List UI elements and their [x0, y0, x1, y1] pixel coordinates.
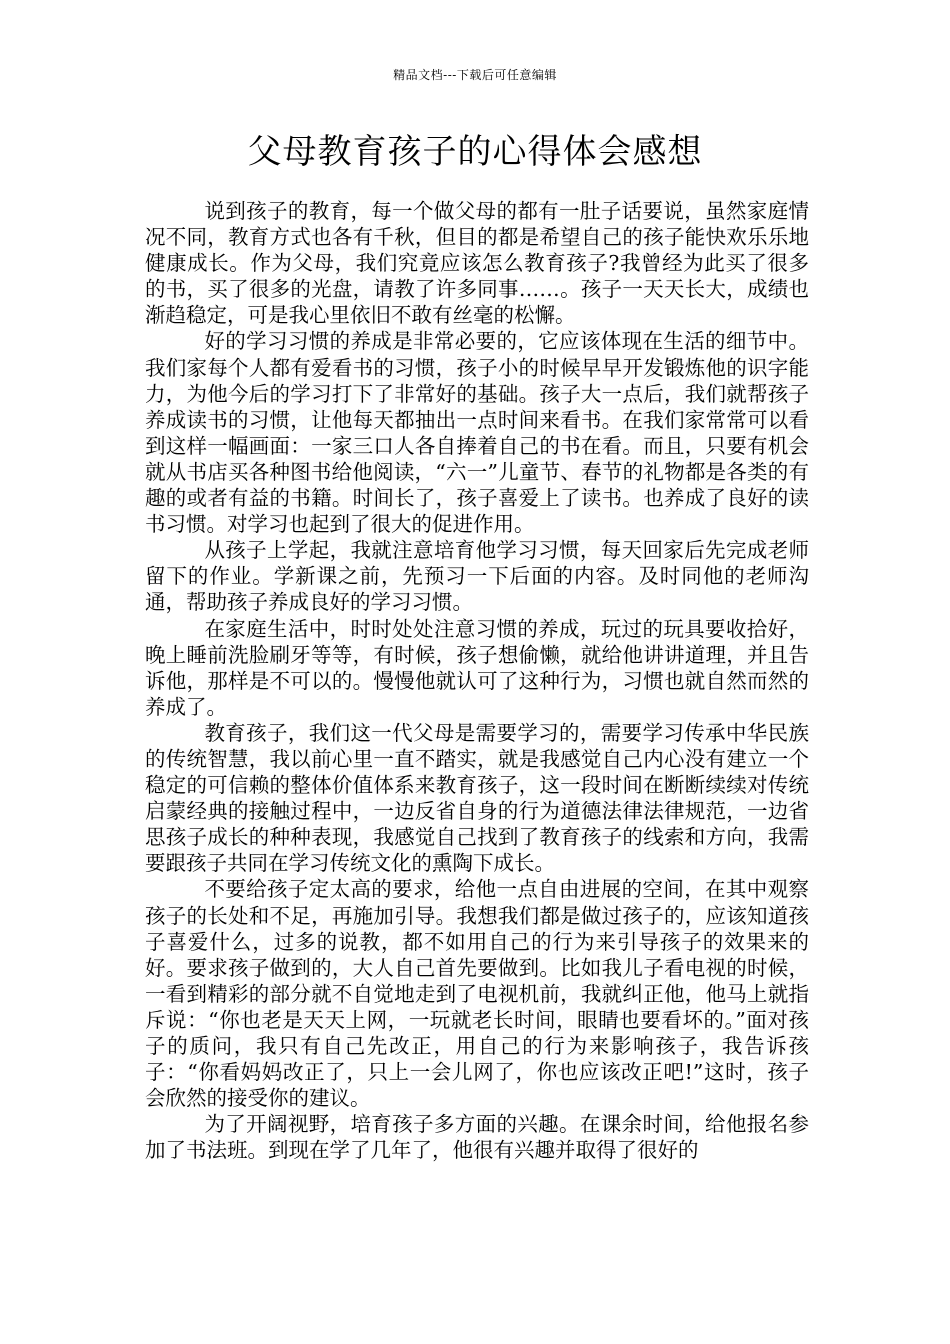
paragraph: 不要给孩子定太高的要求，给他一点自由进展的空间，在其中观察孩子的长处和不足，再施加引导。我想我们都是做过孩子的，应该知道孩子喜爱什么，过多的说教，都不如用自己的行为来引导孩子的效果来的好。要求孩子做到的，大人自己首先要做到。比如我儿子看电视的时候，一看到精彩的部分就不自觉地走到了电视机前，我就纠正他，他马上就指斥说：“你也老是天天上网，一玩就老长时间，眼睛也要看坏的。”面对孩子的质问，我只有自己先改正，用自己的行为来影响孩子，我告诉孩子：“你看妈妈改正了，只上一会儿网了，你也应该改正吧!”这时，孩子会欣然的接受你的建议。: [145, 877, 809, 1111]
document-title: 父母教育孩子的心得体会感想: [247, 132, 703, 172]
paragraph: 为了开阔视野，培育孩子多方面的兴趣。在课余时间，给他报名参加了书法班。到现在学了几年了，他很有兴趣并取得了很好的: [145, 1112, 809, 1163]
paragraph: 说到孩子的教育，每一个做父母的都有一肚子话要说，虽然家庭情况不同，教育方式也各有千秋，但目的都是希望自己的孩子能快欢乐乐地健康成长。作为父母，我们究竟应该怎么教育孩子?我曾经为此买了很多的书，买了很多的光盘，请教了许多同事……。孩子一天天长大，成绩也渐趋稳定，可是我心里依旧不敢有丝毫的松懈。: [145, 199, 809, 328]
paragraph: 从孩子上学起，我就注意培育他学习习惯，每天回家后先完成老师留下的作业。学新课之前，先预习一下后面的内容。及时同他的老师沟通，帮助孩子养成良好的学习习惯。: [145, 538, 809, 615]
header-note: 精品文档---下载后可任意编辑: [393, 68, 557, 82]
paragraph: 好的学习习惯的养成是非常必要的，它应该体现在生活的细节中。我们家每个人都有爱看书的习惯，孩子小的时候早早开发锻炼他的识字能力，为他今后的学习打下了非常好的基础。孩子大一点后，我们就帮孩子养成读书的习惯，让他每天都抽出一点时间来看书。在我们家常常可以看到这样一幅画面：一家三口人各自捧着自己的书在看。而且，只要有机会就从书店买各种图书给他阅读，“六一”儿童节、春节的礼物都是各类的有趣的或者有益的书籍。时间长了，孩子喜爱上了读书。也养成了良好的读书习惯。对学习也起到了很大的促进作用。: [145, 329, 809, 537]
document-body: [145, 198, 809, 1163]
paragraph: 教育孩子，我们这一代父母是需要学习的，需要学习传承中华民族的传统智慧，我以前心里一直不踏实，就是我感觉自己内心没有建立一个稳定的可信赖的整体价值体系来教育孩子，这一段时间在断断续续对传统启蒙经典的接触过程中，一边反省自身的行为道德法律法律规范，一边省思孩子成长的种种表现，我感觉自己找到了教育孩子的线索和方向，我需要跟孩子共同在学习传统文化的熏陶下成长。: [145, 720, 809, 876]
paragraph: 在家庭生活中，时时处处注意习惯的养成，玩过的玩具要收拾好，晚上睡前洗脸刷牙等等，有时候，孩子想偷懒，就给他讲讲道理，并且告诉他，那样是不可以的。慢慢他就认可了这种行为，习惯也就自然而然的养成了。: [145, 616, 809, 719]
